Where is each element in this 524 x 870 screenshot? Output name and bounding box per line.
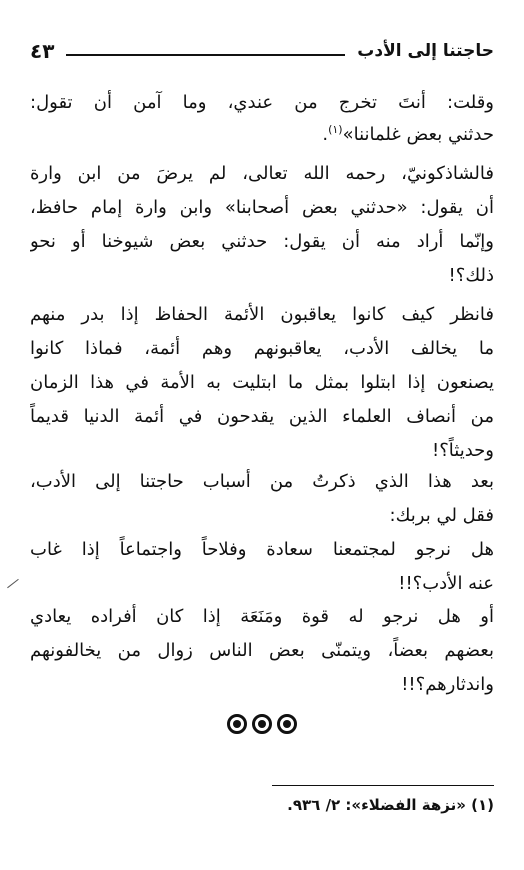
footnote-rule [272, 785, 494, 786]
text-line: عنه الأدب؟!! [398, 573, 494, 594]
text-line: فانظر كيف كانوا يعاقبون الأئمة الحفاظ إذا بدر منهم [30, 304, 494, 325]
text-line: أو هل نرجو له قوة ومَنَعَة إذا كان أفراده يعادي [30, 606, 494, 627]
text-line: ما يخالف الأدب، يعاقبونهم وهم أئمة، فماذا كانوا [30, 338, 494, 359]
text-line-content: حدثني بعض غلماننا» [342, 124, 494, 145]
ornament-icon [252, 714, 272, 734]
text-line: بعد هذا الذي ذكرتُ من أسباب حاجتنا إلى الأدب، [30, 471, 494, 492]
text-line: هل نرجو لمجتمعنا سعادة وفلاحاً واجتماعاً إذا غاب [30, 539, 494, 560]
text-line: وقلت: أنتَ تخرج من عندي، وما آمن أن تقول: [30, 92, 494, 113]
text-line: وإنّما أراد منه أن يقول: حدثني بعض شيوخنا أو نحو [30, 231, 494, 252]
text-line: وحديثاً؟! [432, 440, 494, 461]
sentence-end: . [322, 124, 329, 145]
text-line: يصنعون إذا ابتلوا بمثل ما ابتليت به الأمة في هذا الزمان [30, 372, 494, 393]
ornament-icon [227, 714, 247, 734]
footnote-marker: (١) [328, 123, 343, 136]
footnote: (١) «نزهة الفضلاء»: ٢/ ٩٣٦. [287, 796, 494, 814]
text-line: فقل لي بربك: [389, 505, 494, 526]
text-line: أن يقول: «حدثني بعض أصحابنا» وابن وارة إمام حافظ، [30, 197, 494, 218]
text-line: بعضهم بعضاً، ويتمنّى بعض الناس زوال من يخالفونهم [30, 640, 494, 661]
page-header [30, 38, 494, 64]
text-line: من أنصاف العلماء الذين يقدحون في أئمة الدنيا قديماً [30, 406, 494, 427]
ornament-icon [277, 714, 297, 734]
running-title: حاجتنا إلى الأدب [357, 41, 494, 61]
margin-mark [7, 579, 19, 589]
text-line: ذلك؟! [448, 265, 494, 286]
header-rule [66, 54, 345, 56]
section-divider [0, 714, 524, 740]
page-number: ٤٣ [30, 39, 55, 63]
text-line: فالشاذكونيّ، رحمه الله تعالى، لم يرضَ من ابن وارة [30, 163, 494, 184]
text-line: واندثارهم؟!! [401, 674, 494, 695]
text-line [30, 118, 494, 152]
